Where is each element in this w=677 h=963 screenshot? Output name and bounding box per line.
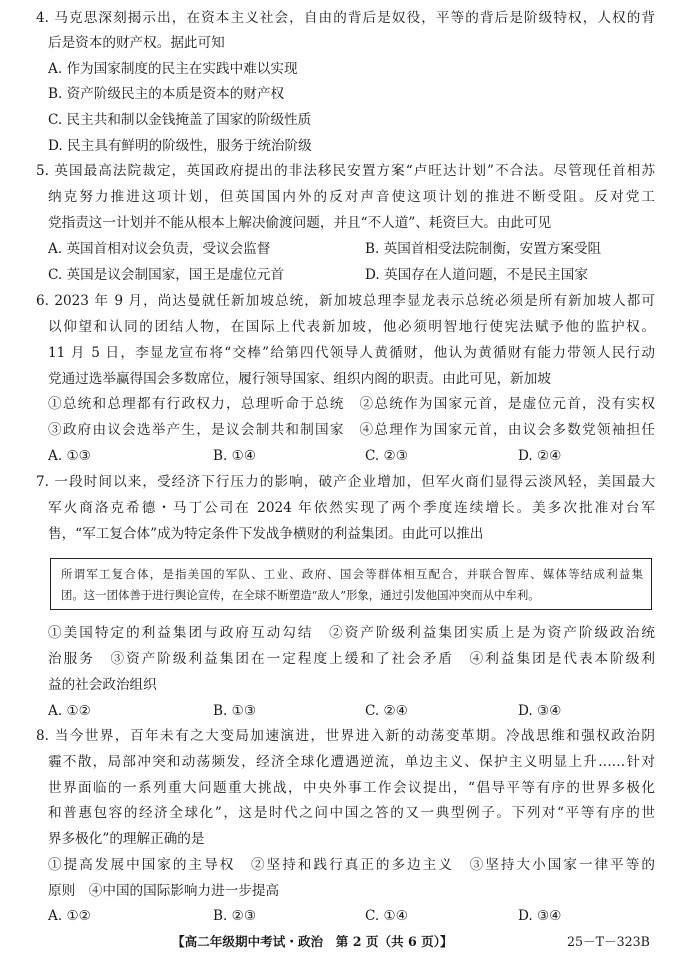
q7-statements-line-2: 治服务 ③资产阶级利益集团在一定程度上缓和了社会矛盾 ④利益集团是代表本阶级利 — [48, 651, 655, 667]
q8-option-b: B. ②③ — [213, 908, 257, 924]
q7-material-line-2: 团。这一团体善于进行舆论宣传，在全球不断塑造“敌人”形象，通过引发他国冲突而从中牟利。 — [61, 588, 540, 602]
q7-stem-line-1: 7. 一段时间以来，受经济下行压力的影响，破产企业增加，但军火商们显得云淡风轻，美国最大 — [36, 474, 655, 490]
q7-material-line-1: 所谓军工复合体，是指美国的军队、工业、政府、国会等群体相互配合，并联合智库、媒体等结成利益集 — [61, 567, 643, 581]
q5-option-d: D. 英国存在人道问题，不是民主国家 — [365, 267, 588, 283]
q7-stem-line-2: 军火商洛克希德・马丁公司在 2024 年依然实现了两个季度连续增长。美多次批准对台军 — [48, 500, 655, 516]
q5-option-c: C. 英国是议会制国家，国王是虚位元首 — [48, 267, 285, 283]
footer-title: 【高二年级期中考试・政治 第 2 页（共 6 页）】 — [172, 934, 453, 949]
q6-stem-line-3: 11 月 5 日，李显龙宣布将“交棒”给第四代领导人黄循财，他认为黄循财有能力带领人民行动 — [48, 345, 655, 361]
q8-stem-line-2: 霾不散，局部冲突和动荡频发，经济全球化遭遇逆流，单边主义、保护主义明显上升……针对 — [48, 754, 655, 770]
q6-option-a: A. ①③ — [48, 448, 91, 464]
q6-statements-line-1: ①总统和总理都有行政权力，总理听命于总统 ②总统作为国家元首，是虚位元首，没有实权 — [48, 396, 655, 412]
footer-code: 25－T－323B — [567, 934, 650, 949]
q8-option-a: A. ①② — [48, 908, 91, 924]
q4-option-d: D. 民主具有鲜明的阶级性，服务于统治阶级 — [48, 138, 312, 154]
q4-option-c: C. 民主共和制以金钱掩盖了国家的阶级性质 — [48, 112, 312, 128]
q4-option-a: A. 作为国家制度的民主在实践中难以实现 — [48, 61, 298, 77]
q6-option-d: D. ②④ — [518, 448, 562, 464]
q8-stem-line-3: 世界面临的一系列重大问题重大挑战，中央外事工作会议提出，“倡导平等有序的世界多极化 — [48, 780, 655, 796]
q8-option-c: C. ①④ — [365, 908, 408, 924]
q8-statements-line-2: 原则 ④中国的国际影响力进一步提高 — [48, 883, 280, 899]
q8-options — [48, 904, 655, 929]
q6-stem-line-4: 党通过选举赢得国会多数席位，履行领导国家、组织内阁的职责。由此可见，新加坡 — [48, 371, 551, 387]
q7-option-a: A. ①② — [48, 703, 91, 719]
q8-statements-line-1: ①提高发展中国家的主导权 ②坚持和践行真正的多边主义 ③坚持大小国家一律平等的 — [48, 857, 655, 873]
q6-stem-line-2: 以仰望和认同的团结人物，在国际上代表新加坡，他必须明智地行使宪法赋予他的监护权。 — [48, 319, 655, 335]
q5-options-row-1 — [48, 237, 655, 262]
q8-stem-line-5: 界多极化”的理解正确的是 — [48, 831, 205, 847]
q6-option-c: C. ②③ — [365, 448, 408, 464]
q7-material-box — [50, 558, 652, 610]
q7-option-c: C. ②④ — [365, 703, 408, 719]
q7-option-d: D. ③④ — [518, 703, 562, 719]
q5-options-row-2 — [48, 263, 655, 288]
q7-statements-line-3: 益的社会政治组织 — [48, 677, 157, 693]
q7-option-b: B. ①③ — [213, 703, 257, 719]
q5-stem-line-3: 党指责这一计划并不能从根本上解决偷渡问题，并且“不人道”、耗资巨大。由此可见 — [48, 215, 552, 231]
q6-statements-line-2: ③政府由议会选举产生，是议会制共和制国家 ④总理作为国家元首，由议会多数党领袖担任 — [48, 422, 655, 438]
q8-option-d: D. ③④ — [518, 908, 562, 924]
q6-options — [48, 444, 655, 469]
q6-option-b: B. ①④ — [213, 448, 257, 464]
q6-stem-line-1: 6. 2023 年 9 月，尚达曼就任新加坡总统，新加坡总理李显龙表示总统必须是所有新加坡人都可 — [36, 293, 655, 309]
q4-stem-line-1: 4. 马克思深刻揭示出，在资本主义社会，自由的背后是奴役，平等的背后是阶级特权，人权的背 — [36, 10, 655, 26]
q4-stem-line-2: 后是资本的财产权。据此可知 — [48, 35, 225, 51]
q5-stem-line-2: 纳克努力推进这项计划，但英国国内外的反对声音使这项计划的推进不断受阻。反对党工 — [48, 189, 655, 205]
q5-option-a: A. 英国首相对议会负责，受议会监督 — [48, 241, 271, 257]
q5-option-b: B. 英国首相受法院制衡，安置方案受阻 — [365, 241, 602, 257]
q4-option-b: B. 资产阶级民主的本质是资本的财产权 — [48, 86, 285, 102]
q7-statements-line-1: ①美国特定的利益集团与政府互动勾结 ②资产阶级利益集团实质上是为资产阶级政治统 — [48, 625, 655, 641]
q7-options — [48, 699, 655, 724]
q8-stem-line-1: 8. 当今世界，百年未有之大变局加速演进，世界进入新的动荡变革期。冷战思维和强权政治阴 — [36, 728, 655, 744]
page-footer — [0, 931, 677, 953]
q7-stem-line-3: 售，“军工复合体”成为特定条件下发战争横财的利益集团。由此可以推出 — [48, 526, 484, 542]
q8-stem-line-4: 和普惠包容的经济全球化”，这是时代之问中国之答的又一典型例子。下列对“平等有序的世 — [48, 805, 655, 821]
q5-stem-line-1: 5. 英国最高法院裁定，英国政府提出的非法移民安置方案“卢旺达计划”不合法。尽管现任首相苏 — [36, 163, 655, 179]
